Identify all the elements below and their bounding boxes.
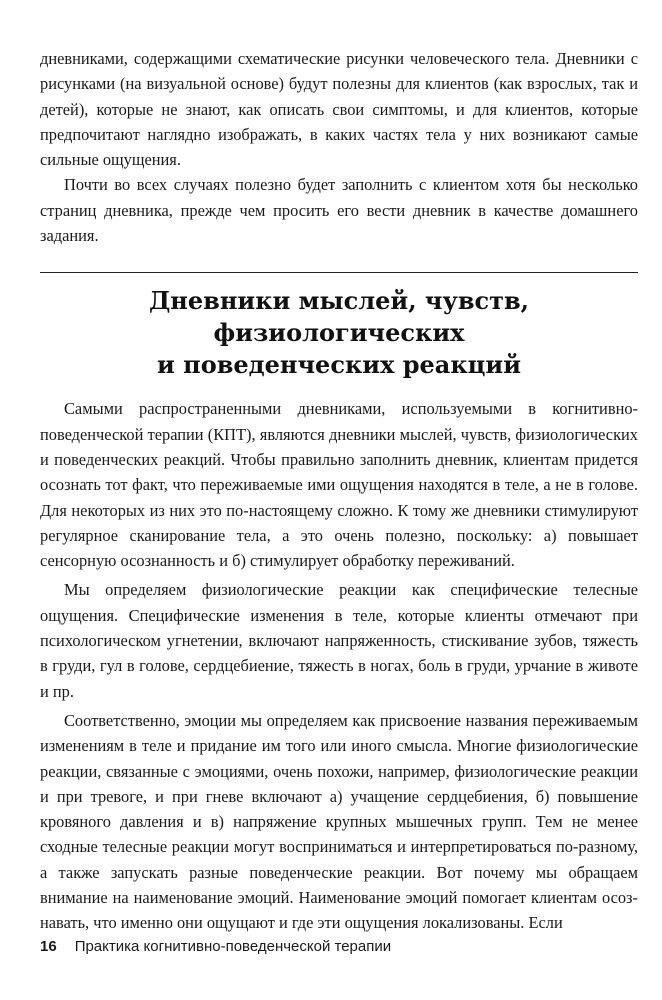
section-heading-line-1: Дневники мыслей, чувств, физиологических [148, 286, 530, 348]
running-title: Практика когнитивно-поведенческой терапии [74, 938, 392, 955]
paragraph-workbook-advice: Почти во всех случаях полезно будет заполнить с клиентом хотя бы несколько страниц дневника, прежде чем просить его вести дневник в качестве домашнего задания. [40, 175, 638, 246]
paragraph-physiological-reactions: Мы определяем физиологические реакции как специфические телесные ощущения. Специфические изменения в теле, которые клиенты отмечают при психологическом угнетении, включают напряженность, стискивание зубов, тяжесть в груди, гул в голове, сердцебиение, тяжесть в ногах, боль в груди, урчание в животе и пр. [40, 580, 638, 701]
section-divider [40, 272, 638, 273]
paragraph-common-diaries: Самыми распространенными дневниками, используемыми в когнитивно-поведенческой терапии (КПТ), являются дневники мыслей, чувств, физиологических и поведенческих реакций. Чтобы правильно заполнить дневник, клиентам придется осознать тот факт, что переживаемые ими ощущения находятся в теле, а не в голове. Для некоторых из них это по-настоящему сложно. К тому же дневники стимулируют регулярное сканирование тела, а это очень полезно, поскольку: а) повышает сенсорную осознанность и б) стимулирует обработку переживаний. [40, 399, 638, 571]
page-body [40, 46, 638, 936]
section-heading-line-2: и поведенческих реакций [156, 350, 522, 380]
page-footer [40, 938, 391, 955]
page-number: 16 [40, 938, 57, 955]
paragraph-continued: дневниками, содержащими схематические рисунки человеческого тела. Дневники с рисунками (на визуальной основе) будут полезны для клиентов (как взрослых, так и детей), которые не знают, как описать свои симптомы, и для клиентов, которые предпочитают наглядно изображать, в каких частях тела у них возникают самые сильные ощущения. [40, 49, 638, 170]
section-heading [40, 285, 638, 381]
paragraph-emotions-definition: Соответственно, эмоции мы определяем как присвоение названия переживаемым изменениям в теле и придание им того или иного смысла. Многие физиологические реакции, связанные с эмоциями, очень похожи, например, физиологические реакции и при тревоге, и при гневе включают а) учащение сердцебиения, б) повышение кровяного давления и в) напряжение крупных мышечных групп. Тем не менее сходные телесные реакции могут восприниматься и интерпретироваться по-разному, а также запускать разные поведенческие реакции. Вот почему мы обращаем внимание на наименование эмоций. Наименование эмоций помогает клиентам осознавать, что именно они ощущают и где эти ощущения локализованы. Если [40, 710, 638, 933]
